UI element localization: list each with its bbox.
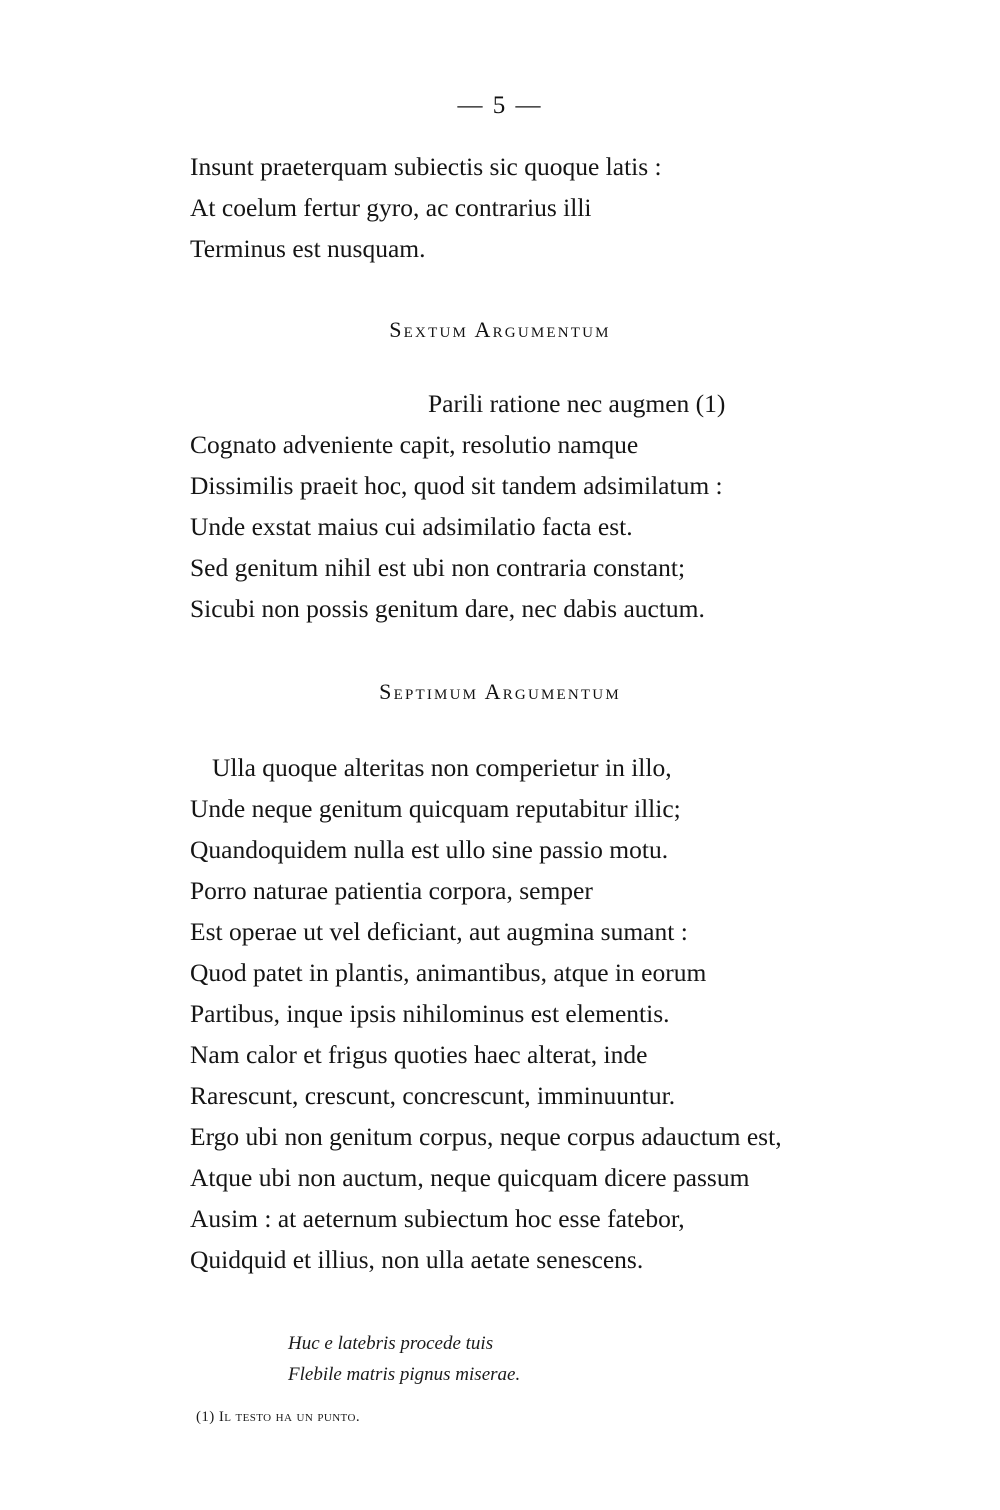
section-six: [190, 317, 810, 629]
verse-line: Unde exstat maius cui adsimilatio facta est.: [190, 512, 633, 541]
verse-line: Sed genitum nihil est ubi non contraria constant;: [190, 553, 686, 582]
epigraph-line: Huc e latebris procede tuis: [288, 1333, 494, 1354]
document-page: [0, 92, 1000, 1510]
verse-line: At coelum fertur gyro, ac contrarius illi: [190, 193, 592, 222]
verse-line: Atque ubi non auctum, neque quicquam dicere passum: [190, 1163, 750, 1192]
verse-line: Rarescunt, crescunt, concrescunt, imminuuntur.: [190, 1081, 676, 1110]
verse-line: Unde neque genitum quicquam reputabitur illic;: [190, 794, 681, 823]
verse-line: Quandoquidem nulla est ullo sine passio motu.: [190, 835, 669, 864]
verse-line: Insunt praeterquam subiectis sic quoque latis :: [190, 152, 662, 181]
verse-line: Nam calor et frigus quoties haec alterat, inde: [190, 1040, 648, 1069]
verse-line: Quidquid et illius, non ulla aetate senescens.: [190, 1245, 644, 1274]
section-heading-sextum: Sextum Argumentum: [389, 317, 611, 342]
verse-line: Ausim : at aeternum subiectum hoc esse fatebor,: [190, 1204, 685, 1233]
verse-line: Sicubi non possis genitum dare, nec dabis auctum.: [190, 594, 705, 623]
verse-line: Partibus, inque ipsis nihilominus est elementis.: [190, 999, 670, 1028]
section-heading-septimum: Septimum Argumentum: [379, 679, 621, 704]
verse-line: Est operae ut vel deficiant, aut augmina sumant :: [190, 917, 688, 946]
epigraph: [190, 1328, 810, 1390]
verse-line: Ergo ubi non genitum corpus, neque corpus adauctum est,: [190, 1122, 782, 1151]
verse-line: Cognato adveniente capit, resolutio namque: [190, 430, 639, 459]
verse-line-first: Parili ratione nec augmen (1): [428, 389, 726, 418]
verse-line: Quod patet in plantis, animantibus, atque in eorum: [190, 958, 707, 987]
page-number: — 5 —: [457, 92, 543, 119]
verse-line-first: Ulla quoque alteritas non comperietur in illo,: [212, 753, 672, 782]
verse-line: Dissimilis praeit hoc, quod sit tandem adsimilatum :: [190, 471, 723, 500]
stanza-top: [190, 146, 810, 269]
verse-line: Terminus est nusquam.: [190, 234, 426, 263]
epigraph-line: Flebile matris pignus miserae.: [288, 1364, 521, 1385]
verse-line: Porro naturae patientia corpora, semper: [190, 876, 593, 905]
footnote: (1) Il testo ha un punto.: [196, 1409, 360, 1425]
section-seven: [190, 679, 810, 1280]
